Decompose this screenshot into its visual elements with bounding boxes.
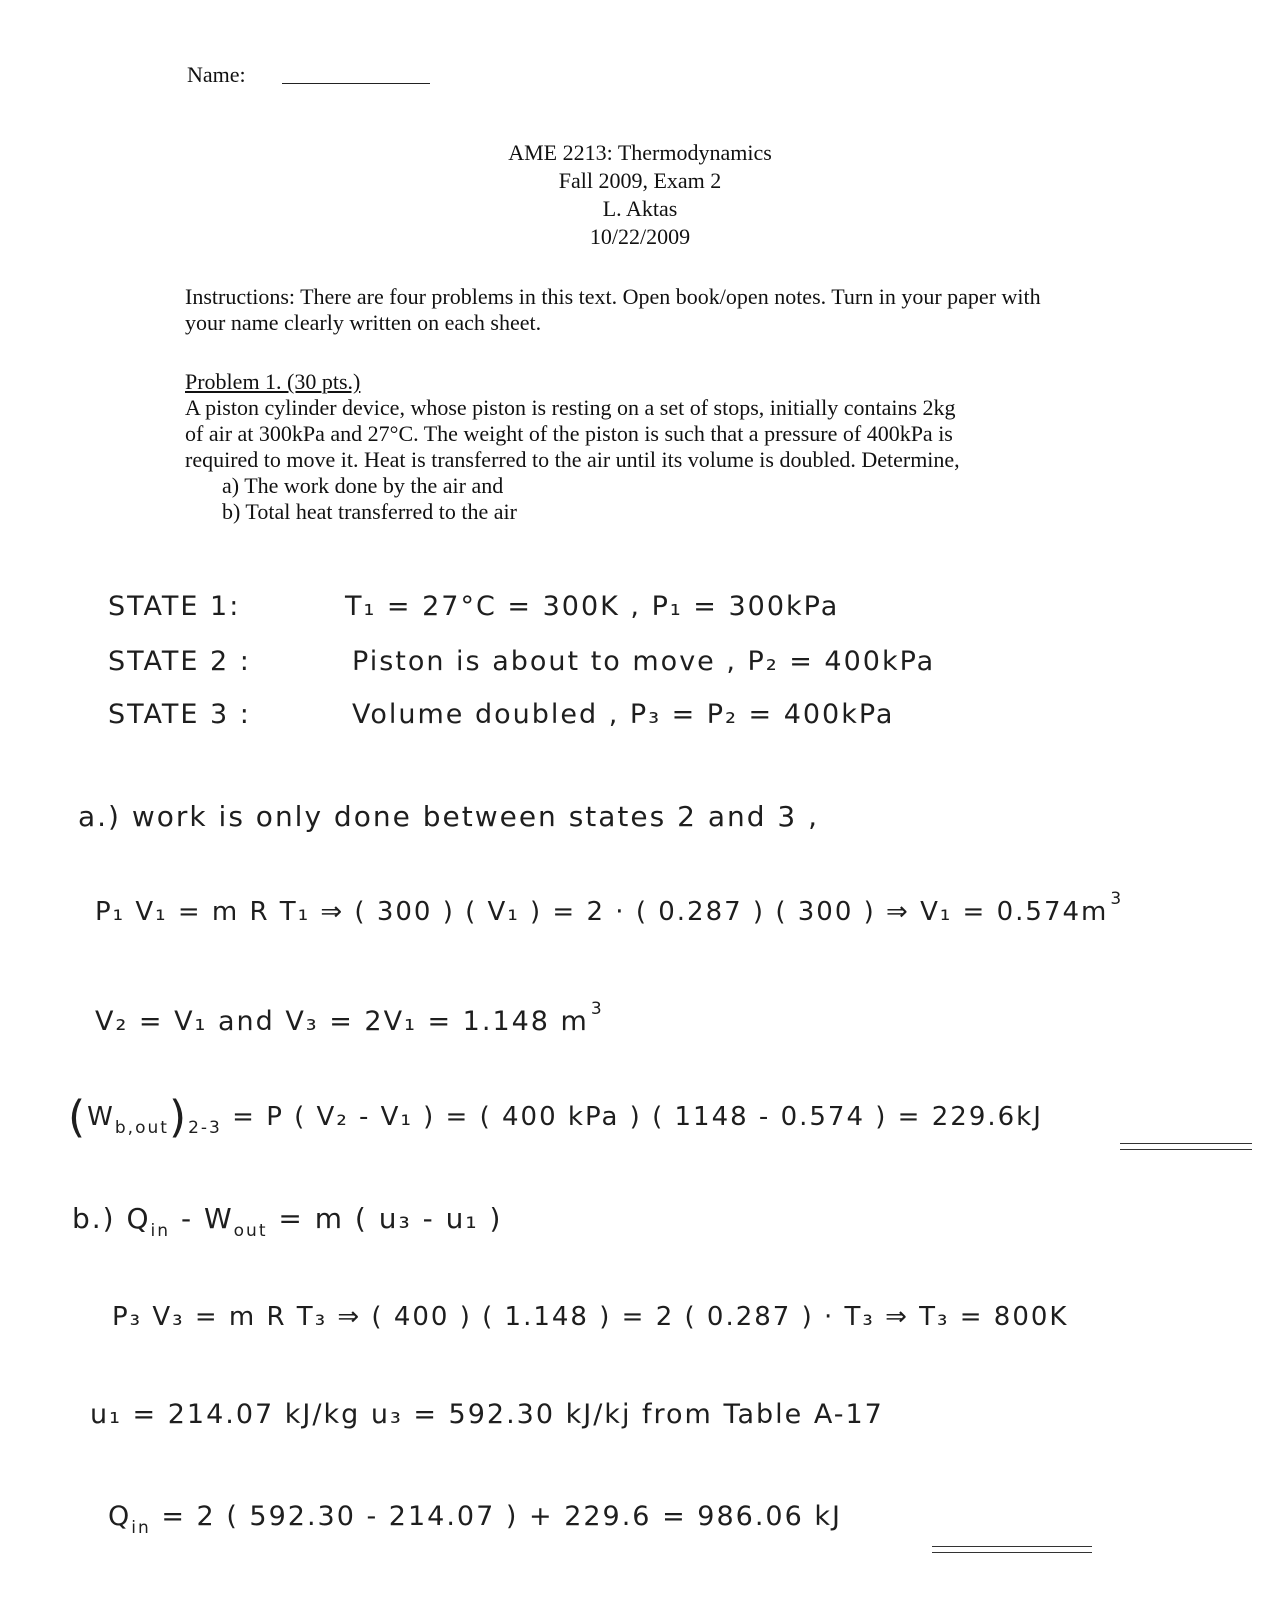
instructions: Instructions: There are four problems in this text. Open book/open notes. Turn in your paper with your name clearly written on each sheet. xyxy=(185,284,1041,335)
work-result: 229.6kJ xyxy=(931,1102,1043,1132)
part-b-w: - W xyxy=(170,1202,234,1235)
instructor: L. Aktas xyxy=(602,196,678,221)
eq-work-rhs: = P ( V₂ - V₁ ) = ( 400 kPa ) ( 1148 - 0.574 ) = xyxy=(232,1102,922,1132)
name-label: Name: xyxy=(187,62,246,87)
eq-v1-text: P₁ V₁ = m R T₁ ⇒ ( 300 ) ( V₁ ) = 2 · ( 0.287 ) ( 300 ) ⇒ V₁ = 0.574m xyxy=(95,897,1109,927)
eq-work-range: 2-3 xyxy=(188,1118,222,1138)
state2-label: STATE 2 : xyxy=(108,646,251,677)
problem-part-b: b) Total heat transferred to the air xyxy=(222,499,517,524)
eq-work-lhs: W xyxy=(87,1102,115,1132)
eq-qin-rhs: = 2 ( 592.30 - 214.07 ) + 229.6 = xyxy=(150,1501,687,1532)
problem-text-line: required to move it. Heat is transferred to the air until its volume is doubled. Determine, xyxy=(185,447,960,472)
state3-label: STATE 3 : xyxy=(108,699,251,730)
qin-result-underline xyxy=(932,1546,1092,1547)
part-b-sub-out: out xyxy=(233,1221,268,1241)
eq-work: $(W_{b,out})_{2-3} = P$ ( V₂ - V₁ ) = ( 400 kPa ) ( 1148 - 0.574 ) = 229.6kJ xyxy=(68,1091,1043,1143)
part-b-energy-balance xyxy=(72,1202,502,1240)
state1-label: STATE 1: xyxy=(108,591,241,622)
eq-qin xyxy=(108,1500,842,1537)
part-b-q: b.) Q xyxy=(72,1202,151,1235)
state3-values: Volume doubled , P₃ = P₂ = 400kPa xyxy=(352,699,895,730)
problem-part-a: a) The work done by the air and xyxy=(222,473,504,498)
qin-result: 986.06 kJ xyxy=(697,1501,842,1532)
eq-internal-energy: u₁ = 214.07 kJ/kg u₃ = 592.30 kJ/kj from Table A-17 xyxy=(90,1399,884,1430)
qin-result-underline-2 xyxy=(932,1552,1092,1553)
eq-qin-q: Q xyxy=(108,1501,132,1532)
part-a-statement: a.) work is only done between states 2 and 3 , xyxy=(78,800,820,833)
state1-values: T₁ = 27°C = 300K , P₁ = 300kPa xyxy=(345,591,840,622)
part-b-sub-in: in xyxy=(150,1221,171,1241)
work-result-underline xyxy=(1120,1143,1252,1144)
name-blank-line xyxy=(282,83,430,84)
eq-v1 xyxy=(95,889,1124,932)
eq-v2-v3 xyxy=(95,999,604,1042)
exam-date: 10/22/2009 xyxy=(589,224,691,249)
eq-work-sub: b,out xyxy=(114,1118,169,1138)
eq-v1-exponent: 3 xyxy=(1110,889,1124,909)
problem-text-line: A piston cylinder device, whose piston is resting on a set of stops, initially contains 2kg xyxy=(185,395,956,420)
exam-term: Fall 2009, Exam 2 xyxy=(558,168,722,193)
eq-v2-v3-text: V₂ = V₁ and V₃ = 2V₁ = 1.148 m xyxy=(95,1006,589,1037)
problem-text-line: of air at 300kPa and 27°C. The weight of the piston is such that a pressure of 400kPa is xyxy=(185,421,953,446)
problem-heading: Problem 1. (30 pts.) xyxy=(185,369,361,394)
part-b-end: = m ( u₃ - u₁ ) xyxy=(267,1202,503,1235)
eq-qin-sub: in xyxy=(131,1518,151,1538)
state2-values: Piston is about to move , P₂ = 400kPa xyxy=(352,646,936,677)
work-result-underline-2 xyxy=(1120,1149,1252,1150)
eq-t3: P₃ V₃ = m R T₃ ⇒ ( 400 ) ( 1.148 ) = 2 ( 0.287 ) · T₃ ⇒ T₃ = 800K xyxy=(112,1302,1069,1332)
eq-v2-v3-exponent: 3 xyxy=(590,999,604,1019)
course-title: AME 2213: Thermodynamics xyxy=(508,140,772,165)
